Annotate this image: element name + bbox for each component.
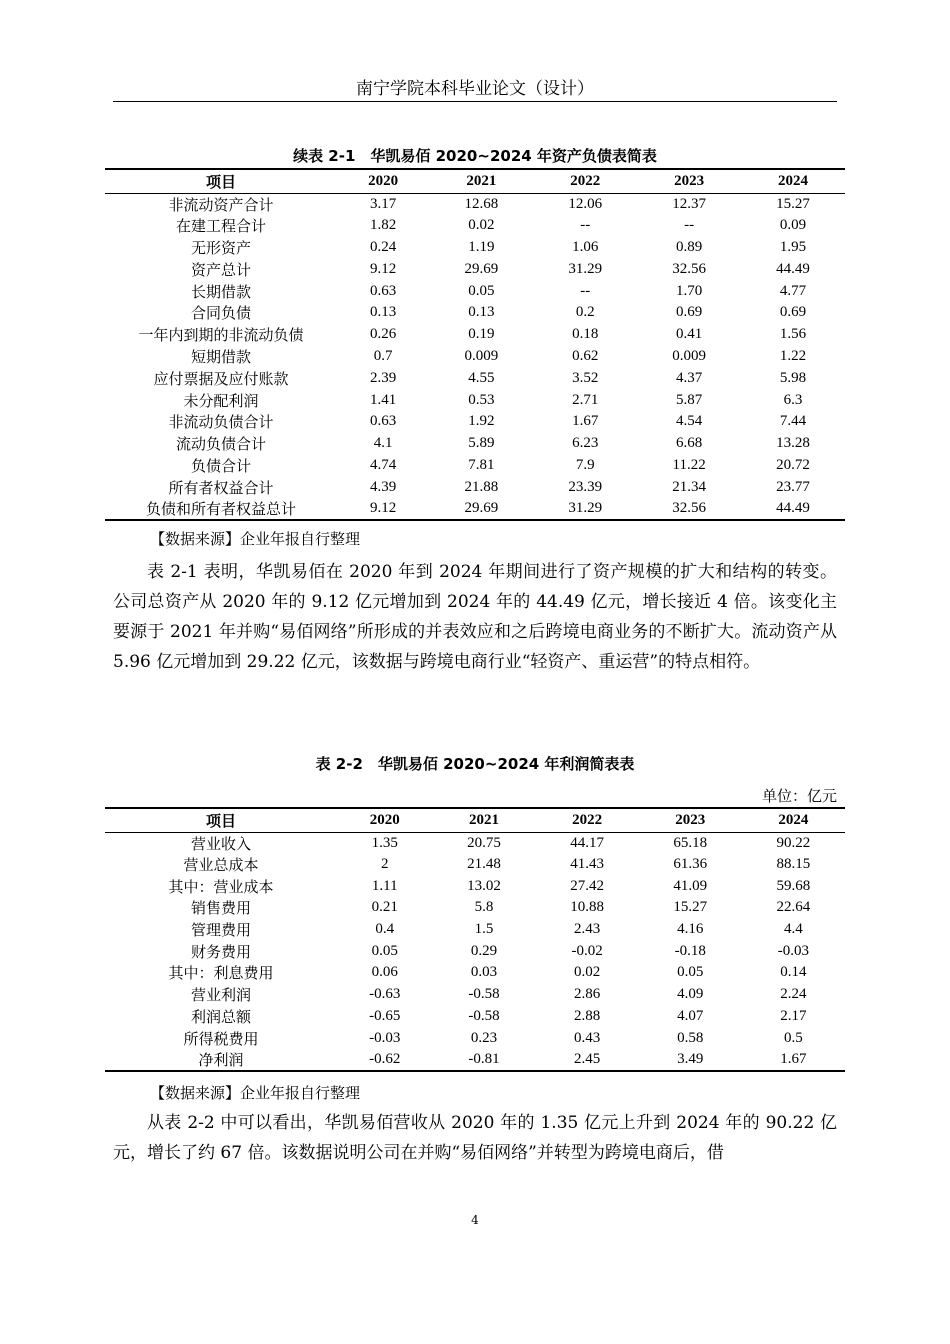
table-row (105, 193, 845, 215)
row-label-cell: 应付票据及应付账款 (153, 371, 289, 388)
paragraph-2-text: 从表 2-2 中可以看出，华凯易佰营收从 2020 年的 1.35 亿元上升到 2024 年的 90.22 亿元，增长了约 67 倍。该数据说明公司在并购“易佰网络”并转型为跨境电商后，借 (113, 1113, 837, 1163)
value-cell: 29.69 (464, 500, 499, 517)
value-cell: 0.62 (572, 347, 599, 364)
value-cell: 90.22 (776, 834, 811, 851)
column-header-year: 2024 (778, 172, 809, 189)
row-label-cell: 其中：利息费用 (168, 966, 274, 983)
value-cell: 5.87 (676, 391, 703, 408)
row-label-cell: 短期借款 (190, 349, 251, 366)
table-row (105, 498, 845, 520)
value-cell: 0.21 (371, 899, 398, 916)
table-row (105, 875, 845, 897)
row-label-cell: 流动负债合计 (175, 437, 266, 454)
value-cell: -0.81 (468, 1050, 500, 1067)
value-cell: 2.88 (574, 1007, 601, 1024)
value-cell: 1.67 (572, 413, 599, 430)
balance-sheet-table (105, 168, 845, 521)
row-label-cell: 财务费用 (190, 944, 251, 961)
value-cell: 1.06 (572, 238, 599, 255)
value-cell: 5.8 (474, 899, 494, 916)
table-row (105, 367, 845, 389)
value-cell: 20.72 (776, 456, 810, 473)
value-cell: 4.39 (370, 478, 397, 495)
value-cell: 1.70 (676, 282, 703, 299)
value-cell: 65.18 (673, 834, 708, 851)
value-cell: 9.12 (370, 260, 397, 277)
column-header-year: 2021 (469, 811, 500, 828)
column-header-year: 2020 (369, 811, 400, 828)
row-label-cell: 营业总成本 (183, 858, 259, 875)
table-row (105, 455, 845, 477)
table-row (105, 1027, 845, 1049)
value-cell: 1.82 (370, 217, 397, 234)
value-cell: -0.65 (369, 1007, 401, 1024)
table-row (105, 258, 845, 280)
value-cell: 0.26 (370, 326, 397, 343)
value-cell: 9.12 (370, 500, 397, 517)
value-cell: -0.03 (369, 1029, 401, 1046)
value-cell: 0.29 (470, 942, 498, 959)
value-cell: 0.63 (370, 413, 397, 430)
value-cell: 1.5 (474, 921, 494, 938)
table-row (105, 389, 845, 411)
column-header-year: 2023 (675, 811, 706, 828)
row-label-cell: 负债和所有者权益总计 (145, 502, 296, 519)
value-cell: 7.9 (575, 456, 595, 473)
value-cell: 4.74 (370, 456, 397, 473)
value-cell: 0.7 (373, 347, 393, 364)
table-row (105, 1049, 845, 1071)
value-cell: 0.05 (371, 942, 398, 959)
row-label-cell: 负债合计 (190, 458, 251, 475)
row-label-cell: 营业收入 (190, 836, 251, 853)
value-cell: 0.05 (677, 964, 704, 981)
value-cell: -0.62 (369, 1050, 401, 1067)
column-header-year: 2024 (778, 811, 809, 828)
value-cell: 1.19 (468, 238, 495, 255)
column-header-year: 2020 (368, 172, 399, 189)
table-row (105, 962, 845, 984)
value-cell: 4.09 (677, 986, 704, 1003)
value-cell: 4.37 (676, 369, 703, 386)
value-cell: 31.29 (568, 260, 603, 277)
row-label-cell: 资产总计 (190, 262, 251, 279)
value-cell: 0.43 (574, 1029, 601, 1046)
row-label-cell: 所有者权益合计 (168, 480, 274, 497)
table-row (105, 237, 845, 259)
value-cell: 0.41 (676, 326, 703, 343)
value-cell: 2 (380, 856, 389, 873)
value-cell: 0.19 (468, 326, 495, 343)
value-cell: 0.69 (779, 304, 807, 321)
row-label-cell: 管理费用 (190, 923, 251, 940)
table-row (105, 324, 845, 346)
value-cell: 6.68 (676, 435, 703, 452)
value-cell: 4.77 (779, 282, 807, 299)
value-cell: 13.28 (776, 435, 810, 452)
value-cell: 12.06 (568, 195, 603, 212)
value-cell: -0.58 (468, 1007, 500, 1024)
value-cell: 15.27 (673, 899, 708, 916)
row-label-cell: 非流动负债合计 (168, 415, 274, 432)
column-header-item: 项目 (205, 813, 236, 830)
row-label-cell: 所得税费用 (183, 1031, 259, 1048)
value-cell: 11.22 (672, 456, 706, 473)
value-cell: 1.95 (779, 238, 807, 255)
value-cell: 6.3 (783, 391, 803, 408)
value-cell: -0.03 (777, 942, 810, 959)
value-cell: 0.05 (468, 282, 495, 299)
paragraph-1 (113, 557, 837, 677)
table1-source: 【数据来源】企业年报自行整理 (150, 530, 361, 548)
row-label-cell: 净利润 (198, 1052, 244, 1069)
value-cell: 2.17 (780, 1007, 807, 1024)
value-cell: -0.02 (571, 942, 603, 959)
table-row (105, 940, 845, 962)
value-cell: 0.89 (676, 238, 703, 255)
table-row (105, 346, 845, 368)
value-cell: 0.09 (779, 217, 807, 234)
value-cell: 0.18 (572, 326, 599, 343)
value-cell: 44.49 (776, 500, 810, 517)
value-cell: 5.89 (468, 435, 495, 452)
value-cell: 0.13 (370, 304, 397, 321)
value-cell: 0.13 (468, 304, 495, 321)
income-statement-table (105, 807, 845, 1072)
table-row (105, 411, 845, 433)
table1-caption: 续表 2-1 华凯易佰 2020~2024 年资产负债表简表 (293, 147, 657, 165)
value-cell: 41.09 (673, 877, 708, 894)
value-cell: 2.45 (574, 1050, 601, 1067)
table-row (105, 280, 845, 302)
value-cell: 41.43 (570, 856, 605, 873)
value-cell: 32.56 (672, 260, 706, 277)
table-row (105, 433, 845, 455)
value-cell: 22.64 (776, 899, 811, 916)
value-cell: 0.5 (784, 1029, 803, 1046)
value-cell: 21.34 (672, 478, 706, 495)
value-cell: 0.009 (464, 347, 499, 364)
value-cell: 0.02 (574, 964, 601, 981)
row-label-cell: 在建工程合计 (175, 219, 266, 236)
value-cell: 44.17 (570, 834, 605, 851)
value-cell: 12.37 (672, 195, 706, 212)
column-header-year: 2022 (572, 811, 603, 828)
value-cell: 23.39 (568, 478, 603, 495)
value-cell: 2.39 (370, 369, 397, 386)
value-cell: 0.4 (375, 921, 395, 938)
value-cell: 0.63 (370, 282, 397, 299)
value-cell: 13.02 (467, 877, 501, 894)
value-cell: 7.44 (779, 413, 807, 430)
table-row (105, 897, 845, 919)
value-cell: 1.35 (371, 834, 398, 851)
value-cell: 0.02 (468, 217, 495, 234)
value-cell: 1.67 (780, 1050, 807, 1067)
row-label-cell: 一年内到期的非流动负债 (138, 328, 304, 345)
row-label-cell: 未分配利润 (183, 393, 259, 410)
value-cell: 59.68 (776, 877, 811, 894)
value-cell: 4.4 (784, 921, 803, 938)
value-cell: 2.43 (574, 921, 601, 938)
value-cell: 0.69 (676, 304, 703, 321)
paragraph-1-text: 表 2-1 表明，华凯易佰在 2020 年到 2024 年期间进行了资产规模的扩大和结构的转变。公司总资产从 2020 年的 9.12 亿元增加到 2024 年的 44.49 亿元，增长接近 4 倍。该变化主要源于 2021 年并购“易佰网络”所形成的并表效应和之后跨境电商业务的不断扩大。流动资产从 5.96 亿元增加到 29.22 亿元，该数据与跨境电商行业“轻资产、重运营”的特点相符。 (113, 562, 837, 672)
value-cell: 0.009 (672, 347, 706, 364)
value-cell: 27.42 (570, 877, 605, 894)
table-row (105, 919, 845, 941)
value-cell: 15.27 (776, 195, 810, 212)
value-cell: 3.52 (572, 369, 599, 386)
value-cell: 2.86 (574, 986, 601, 1003)
header-rule (113, 101, 837, 102)
value-cell: 6.23 (572, 435, 599, 452)
row-label-cell: 利润总额 (190, 1009, 251, 1026)
value-cell: -- (684, 217, 695, 234)
value-cell: 0.03 (470, 964, 498, 981)
column-header-year: 2021 (466, 172, 497, 189)
value-cell: 0.23 (470, 1029, 498, 1046)
page-header: 南宁学院本科毕业论文（设计） (356, 79, 594, 99)
table-row (105, 476, 845, 498)
value-cell: -- (580, 282, 591, 299)
value-cell: -- (580, 217, 591, 234)
value-cell: 4.07 (677, 1007, 704, 1024)
row-label-cell: 营业利润 (190, 988, 251, 1005)
value-cell: 3.49 (677, 1050, 704, 1067)
value-cell: 2.71 (572, 391, 599, 408)
value-cell: 1.41 (370, 391, 397, 408)
row-label-cell: 无形资产 (190, 240, 251, 257)
table2-caption: 表 2-2 华凯易佰 2020~2024 年利润简表表 (315, 755, 635, 773)
table-row (105, 984, 845, 1006)
value-cell: 29.69 (464, 260, 499, 277)
table-row (105, 302, 845, 324)
value-cell: -0.58 (468, 986, 500, 1003)
table-row (105, 1006, 845, 1028)
value-cell: 12.68 (464, 195, 499, 212)
value-cell: 20.75 (467, 834, 501, 851)
value-cell: 44.49 (776, 260, 810, 277)
value-cell: 7.81 (468, 456, 495, 473)
value-cell: 0.53 (468, 391, 495, 408)
column-header-year: 2022 (570, 172, 601, 189)
value-cell: 4.1 (373, 435, 393, 452)
value-cell: 5.98 (779, 369, 807, 386)
value-cell: 1.56 (779, 326, 807, 343)
value-cell: 2.24 (780, 986, 807, 1003)
value-cell: 1.22 (779, 347, 807, 364)
table2-unit: 单位：亿元 (761, 787, 837, 805)
value-cell: 0.14 (780, 964, 807, 981)
value-cell: 23.77 (776, 478, 810, 495)
value-cell: 1.11 (371, 877, 398, 894)
value-cell: 0.24 (370, 238, 397, 255)
value-cell: -0.63 (369, 986, 401, 1003)
value-cell: 4.16 (677, 921, 704, 938)
value-cell: 61.36 (673, 856, 708, 873)
value-cell: 0.06 (371, 964, 398, 981)
column-header-year: 2023 (674, 172, 705, 189)
value-cell: 4.55 (468, 369, 495, 386)
value-cell: 10.88 (570, 899, 605, 916)
row-label-cell: 销售费用 (190, 901, 251, 918)
column-header-item: 项目 (205, 174, 236, 191)
value-cell: 21.88 (464, 478, 499, 495)
value-cell: 31.29 (568, 500, 603, 517)
paragraph-2 (113, 1108, 837, 1168)
value-cell: -0.18 (674, 942, 706, 959)
page-number: 4 (471, 1213, 479, 1227)
row-label-cell: 非流动资产合计 (168, 197, 274, 214)
row-label-cell: 合同负债 (190, 306, 251, 323)
value-cell: 1.92 (468, 413, 495, 430)
table-row (105, 215, 845, 237)
value-cell: 0.58 (677, 1029, 704, 1046)
value-cell: 88.15 (776, 856, 811, 873)
row-label-cell: 其中：营业成本 (168, 879, 274, 896)
value-cell: 21.48 (467, 856, 501, 873)
row-label-cell: 长期借款 (190, 284, 251, 301)
table2-source: 【数据来源】企业年报自行整理 (150, 1084, 361, 1102)
value-cell: 3.17 (370, 195, 397, 212)
value-cell: 4.54 (676, 413, 703, 430)
table-row (105, 832, 845, 854)
value-cell: 0.2 (575, 304, 595, 321)
table-row (105, 854, 845, 876)
value-cell: 32.56 (672, 500, 706, 517)
